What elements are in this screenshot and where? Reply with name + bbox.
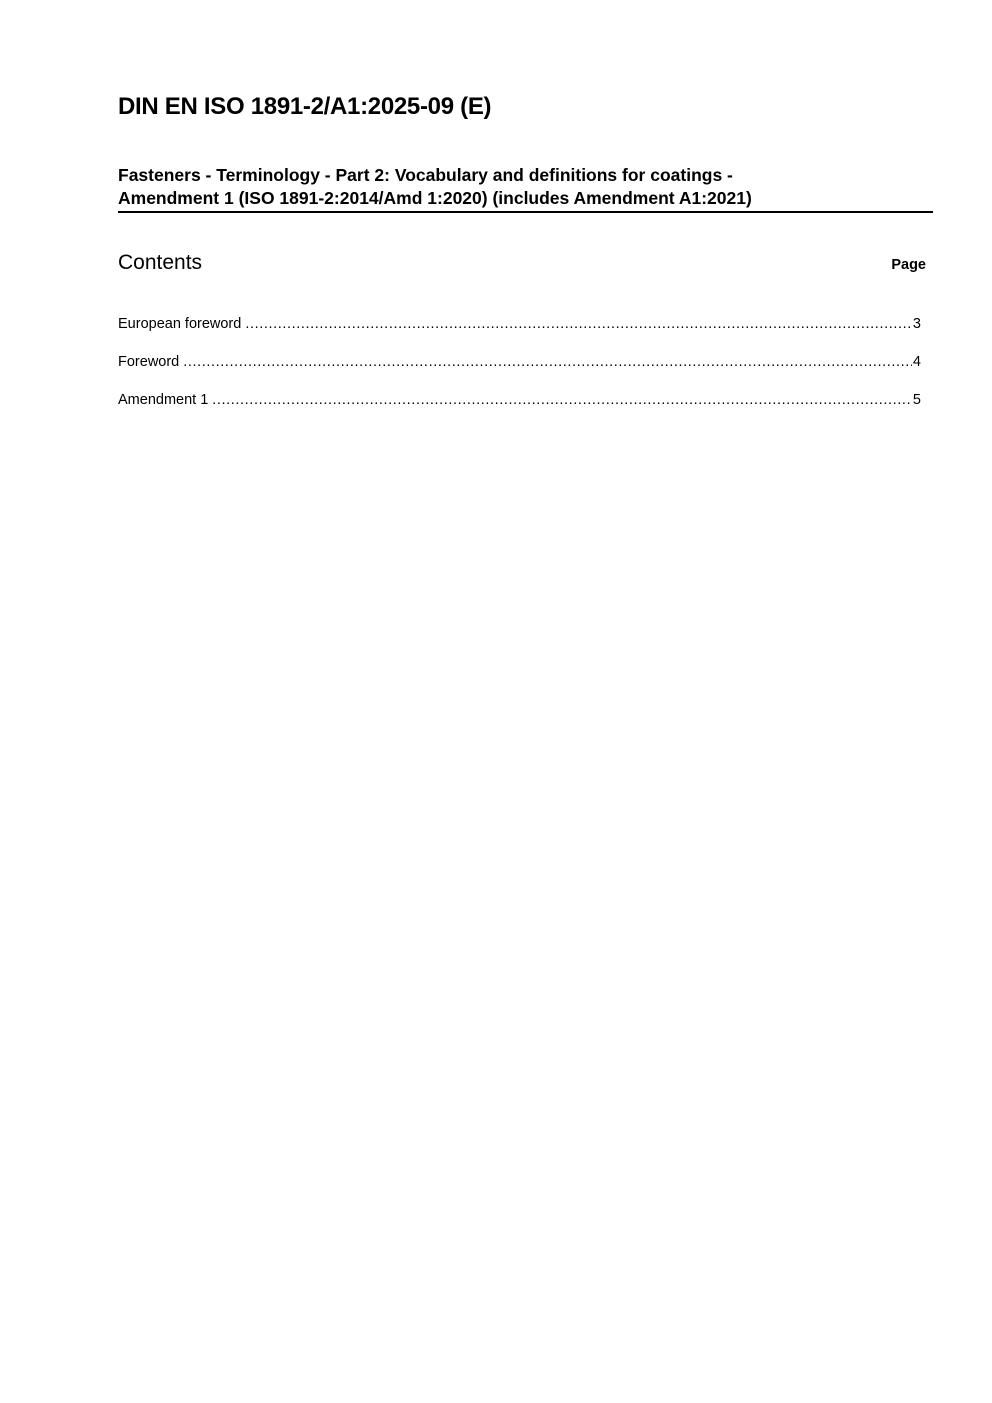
contents-heading: Contents [118,251,203,274]
document-identifier: DIN EN ISO 1891-2/A1:2025-09 (E) [118,93,492,120]
toc-dot-leader [183,354,912,370]
toc-entry-amendment-1[interactable] [118,392,921,430]
toc-entry-page: 4 [912,354,921,370]
toc-entry-label: Foreword [118,354,180,370]
page-column-heading: Page [891,257,926,273]
toc-entry-page: 5 [912,392,921,408]
document-title-line-1: Fasteners - Terminology - Part 2: Vocabulary and definitions for coatings - [118,165,733,185]
table-of-contents [118,316,921,430]
document-title-line-2: Amendment 1 (ISO 1891-2:2014/Amd 1:2020) (includes Amendment A1:2021) [118,188,752,208]
toc-entry-european-foreword[interactable] [118,316,921,354]
toc-dot-leader [212,392,912,408]
document-title [118,164,933,213]
toc-entry-label: European foreword [118,316,242,332]
toc-entry-page: 3 [912,316,921,332]
toc-entry-label: Amendment 1 [118,392,209,408]
toc-dot-leader [245,316,912,332]
toc-entry-foreword[interactable] [118,354,921,392]
